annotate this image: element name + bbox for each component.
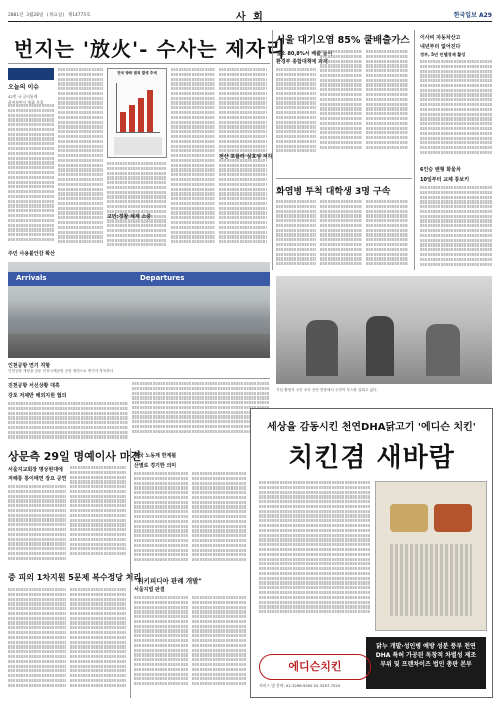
lead-headline: 번지는 '放火'- 수사는 제자리 <box>14 37 287 61</box>
cb-col-1 <box>134 472 188 572</box>
center-kicker: 한국 노동계 한계될 <box>134 453 177 459</box>
right-mid-headline: 화염병 투척 대학생 3명 구속 <box>276 187 391 197</box>
far-right-divider <box>414 30 415 270</box>
subhead-1: 주민 사용불안감 확산 <box>8 251 55 257</box>
bottom-divider <box>8 378 270 379</box>
far-col-2 <box>420 186 492 270</box>
subhead-2: 고민:경찰 체계 소중 <box>107 214 152 220</box>
left-kicker-1b: 강포 저제반 해외지원 협의 <box>8 393 67 399</box>
far-title-2: 내년부터 없어진다 <box>420 44 461 50</box>
right-divider <box>276 178 412 179</box>
chart-bar <box>129 105 135 132</box>
article-col-3 <box>107 162 167 258</box>
ad-top-text: 세상을 감동시킨 천연DHA닭고기 '에디슨 치킨' <box>267 422 476 433</box>
center-divider <box>130 448 131 698</box>
left-bottom-headline-2: 중 피의 1차지원 5문제 복수정당 처리 <box>8 573 142 582</box>
airport-sign <box>8 272 270 286</box>
photo-caption-title: 인천공항 연기 직항 <box>8 363 51 369</box>
section-title: 사 회 <box>236 12 265 23</box>
cb-col-4 <box>192 596 246 698</box>
far-sub-1: 6인승 밴형 화물차 <box>420 167 461 173</box>
right-mid-col-2 <box>320 200 362 270</box>
road <box>8 334 270 358</box>
right-top-sub2: 환경부 종합대책에 과제 <box>276 59 328 65</box>
chart-bar <box>138 98 144 132</box>
center-sub: 산별로 경기한 의미 <box>134 463 177 469</box>
right-top-col-2 <box>320 50 362 160</box>
lb-col-1 <box>8 485 66 565</box>
subhead-3: 전산 포뮬라 실효성 저하 <box>219 154 273 160</box>
article-col-2 <box>58 68 103 258</box>
ad-contact: 서비스 및 문의: 02.3296.9300 02.3297.7520 <box>259 683 341 688</box>
right-top-headline: 서울 대기오염 85% 쿨배출가스 <box>276 35 410 46</box>
person-figure <box>426 324 460 376</box>
chart-bar <box>120 112 126 132</box>
sign-departures: Departures <box>140 274 185 282</box>
left-bottom-sub1: 서울지교회장 명상원대에 <box>8 467 63 473</box>
person-figure <box>366 316 394 376</box>
right-top-sub1: 질소 80,8%서 배출 늘어 <box>276 51 333 57</box>
lead-rule <box>8 63 270 64</box>
article-col-4 <box>171 68 215 258</box>
column-divider <box>272 30 273 270</box>
person-figure <box>306 320 338 376</box>
kicker-bar <box>8 68 54 80</box>
product-box <box>390 504 428 532</box>
crime-chart <box>107 68 167 158</box>
lb-col-3 <box>8 588 66 698</box>
lb-col-4 <box>70 588 126 698</box>
product-text <box>390 544 472 616</box>
right-mid-col-1 <box>276 200 316 270</box>
chart-illustration <box>114 137 162 155</box>
paper-page: 한국일보 A29 <box>453 12 492 19</box>
lb-col-2 <box>70 466 126 565</box>
sign-arrivals: Arrivals <box>16 274 47 282</box>
right-mid-col-3 <box>366 200 408 270</box>
event-photo-caption: 기념 촬영식 주민 조속 공연 현장에서 주민이 부스를 살피고 있다. <box>276 388 378 392</box>
left-bottom-sub2: 저해통 통이메연 장요 공연 <box>8 476 67 482</box>
center-headline: "위키피디아 판례 개발" <box>134 577 202 585</box>
article-col-5 <box>219 68 267 258</box>
center-sub2: 서울지법 판결 <box>134 587 165 593</box>
ad-body-text <box>259 481 371 631</box>
cb-col-2 <box>192 472 246 572</box>
advertisement[interactable] <box>250 408 493 698</box>
product-box <box>434 504 472 532</box>
far-sub-2: 10일부터 교체 통보키 <box>420 177 470 183</box>
event-photo <box>276 276 492 384</box>
ad-feature-panel: 닭누 개발·성인병 예방 성분 풍부 천연DHA 특허 가공된 독창적 차별성 제조 부위 및 프랜차이즈 법인 총판 본부 <box>366 637 486 689</box>
issue-kicker <box>8 68 54 106</box>
ad-product-image <box>375 481 487 631</box>
airport-photo <box>8 262 270 358</box>
issue-date: 2001년 3월28일 (목요일) 제14775호 <box>8 13 91 18</box>
ad-headline: 치킨겸 새바람 <box>288 443 455 473</box>
left-brief <box>8 402 128 442</box>
chart-bar <box>147 90 153 132</box>
far-title-1: 이사비 자동차산고 <box>420 35 461 41</box>
right-top-col-1 <box>276 68 316 160</box>
page-header <box>8 8 492 22</box>
article-col-1 <box>8 104 54 249</box>
photo-caption: 인천공항 개항을 앞둔 인천국제공항 공항 정면으로 연기가 자욱하다 <box>8 369 114 373</box>
kicker-text: 오늘의 이슈 <box>8 84 40 91</box>
kicker-caption: 42번 국 공터통계 하여보면서 방화 사결 <box>8 94 44 105</box>
left-bottom-headline: 상문측 29일 명예이사 마견 <box>8 450 142 463</box>
cb-col-3 <box>134 596 188 698</box>
left-kicker-1: 진천공항 서신상황 대혹 <box>8 383 60 389</box>
far-col-1 <box>420 60 492 160</box>
right-top-col-3 <box>366 50 408 160</box>
ad-logo: 에디슨치킨 <box>259 654 371 680</box>
chart-title: 전국 방화 범죄 발생 추세 <box>117 71 157 75</box>
far-title-3: 정부, 5년 인텔경제 활성 <box>420 52 466 57</box>
chart-plot <box>116 83 160 133</box>
